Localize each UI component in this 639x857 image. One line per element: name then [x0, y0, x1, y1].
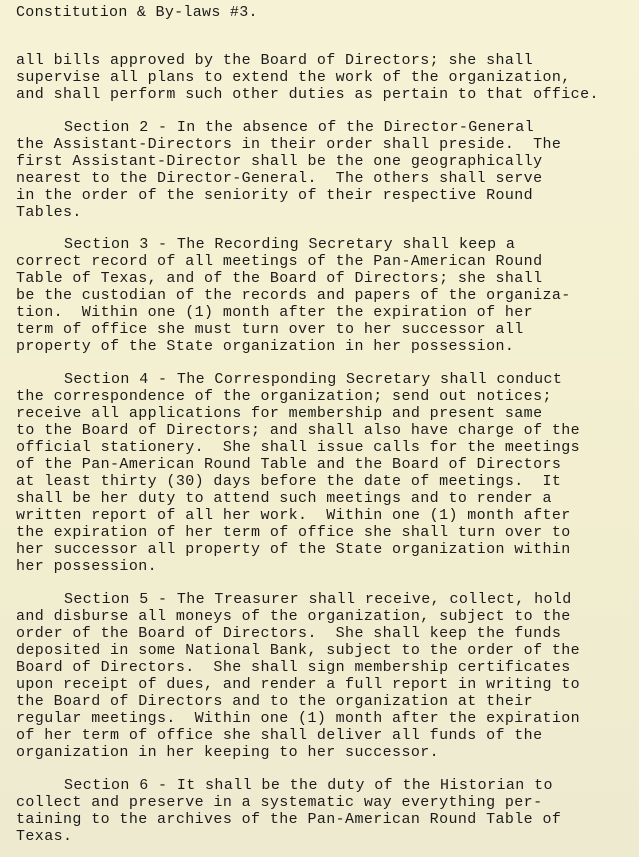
section-5-line-9: of her term of office she shall deliver all funds of the [16, 727, 543, 744]
section-5-line-5: Board of Directors. She shall sign membership certificates [16, 659, 571, 676]
section-5-line-4: deposited in some National Bank, subject to the order of the [16, 642, 581, 659]
section-6-line-2: collect and preserve in a systematic way everything per- [16, 794, 543, 811]
section-5-line-3: order of the Board of Directors. She shall keep the funds [16, 625, 562, 642]
section-6-line-4: Texas. [16, 828, 73, 845]
section-3-line-4: be the custodian of the records and papers of the organiza- [16, 287, 571, 304]
section-6-line-3: taining to the archives of the Pan-American Round Table of [16, 811, 562, 828]
section-3-line-3: Table of Texas, and of the Board of Directors; she shall [16, 270, 543, 287]
section-5-heading-line: Section 5 - The Treasurer shall receive, collect, hold [64, 591, 572, 608]
section-5-line-10: organization in her keeping to her successor. [16, 744, 440, 761]
section-4-line-11: her successor all property of the State organization within [16, 541, 571, 558]
paragraph-1-line-2: supervise all plans to extend the work of the organization, [16, 69, 571, 86]
section-3-line-2: correct record of all meetings of the Pan-American Round [16, 253, 543, 270]
section-5-line-2: and disburse all moneys of the organization, subject to the [16, 608, 571, 625]
section-2-line-4: nearest to the Director-General. The others shall serve [16, 170, 543, 187]
section-3-heading-line: Section 3 - The Recording Secretary shall keep a [64, 236, 516, 253]
section-5-line-8: regular meetings. Within one (1) month after the expiration [16, 710, 581, 727]
section-4-line-8: shall be her duty to attend such meetings and to render a [16, 490, 552, 507]
section-2-heading-line: Section 2 - In the absence of the Director-General [64, 119, 535, 136]
section-3-line-5: tion. Within one (1) month after the expiration of her [16, 304, 534, 321]
section-4-line-12: her possession. [16, 558, 158, 575]
section-2-line-3: first Assistant-Director shall be the one geographically [16, 153, 543, 170]
section-4-heading-line: Section 4 - The Corresponding Secretary shall conduct [64, 371, 563, 388]
section-4-line-9: written report of all her work. Within one (1) month after [16, 507, 571, 524]
section-2-line-5: in the order of the seniority of their respective Round [16, 187, 534, 204]
section-4-line-2: the correspondence of the organization; send out notices; [16, 388, 552, 405]
section-4-line-7: at least thirty (30) days before the date of meetings. It [16, 473, 562, 490]
section-5-line-6: upon receipt of dues, and render a full report in writing to [16, 676, 581, 693]
paragraph-1-line-1: all bills approved by the Board of Directors; she shall [16, 52, 534, 69]
section-4-line-3: receive all applications for membership and present same [16, 405, 543, 422]
page-header: Constitution & By-laws #3. [16, 4, 258, 21]
section-5-line-7: the Board of Directors and to the organization at their [16, 693, 534, 710]
section-2-line-2: the Assistant-Directors in their order shall preside. The [16, 136, 562, 153]
section-4-line-10: the expiration of her term of office she shall turn over to [16, 524, 571, 541]
section-3-line-7: property of the State organization in her possession. [16, 338, 515, 355]
section-6-heading-line: Section 6 - It shall be the duty of the Historian to [64, 777, 553, 794]
section-4-line-5: official stationery. She shall issue calls for the meetings [16, 439, 581, 456]
section-2-line-6: Tables. [16, 204, 82, 221]
section-3-line-6: term of office she must turn over to her successor all [16, 321, 524, 338]
paragraph-1-line-3: and shall perform such other duties as pertain to that office. [16, 86, 599, 103]
section-4-line-6: of the Pan-American Round Table and the Board of Directors [16, 456, 562, 473]
section-4-line-4: to the Board of Directors; and shall also have charge of the [16, 422, 581, 439]
